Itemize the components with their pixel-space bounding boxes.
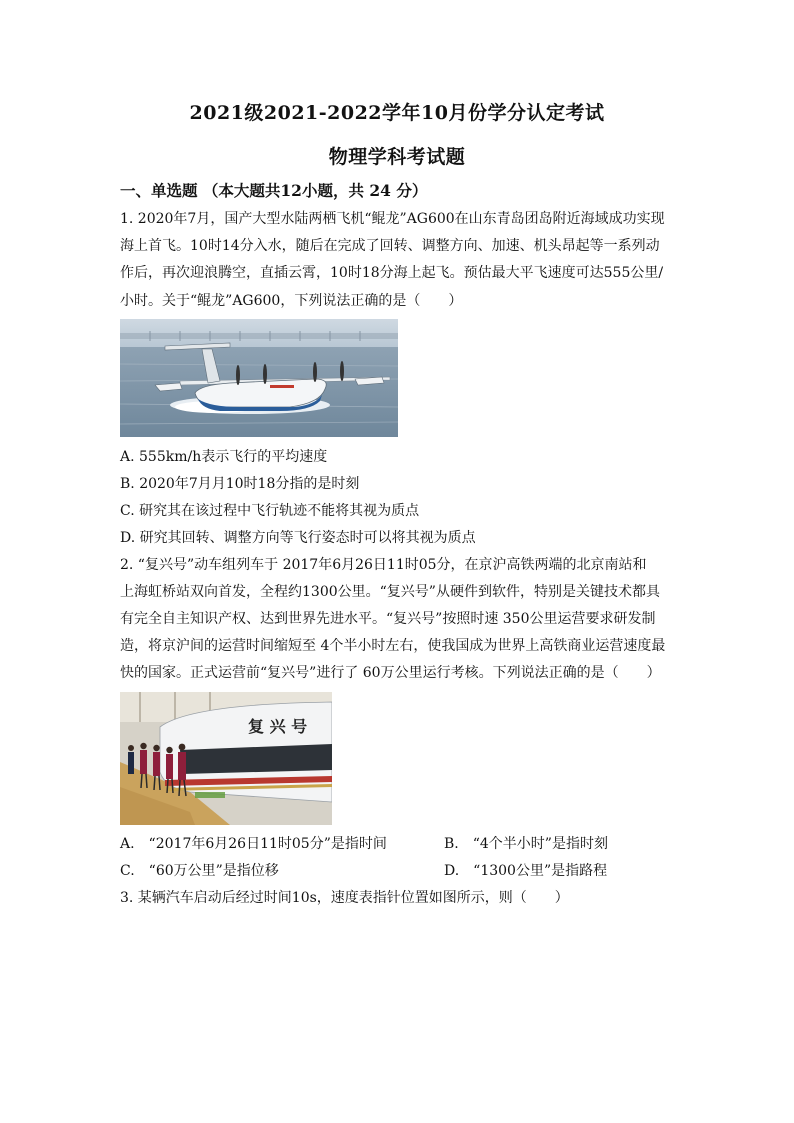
question-2-line-3: 有完全自主知识产权、达到世界先进水平。“复兴号”按照时速 350公里运营要求研发制	[120, 611, 656, 627]
exam-subtitle: 物理学科考试题	[328, 146, 466, 168]
seaplane-photo	[120, 319, 398, 437]
question-1-option-c: C. 研究其在该过程中飞行轨迹不能将其视为质点	[120, 503, 420, 519]
question-2-line-1: 2. “复兴号”动车组列车于 2017年6月26日11时05分，在京沪高铁两端的北京南站和	[120, 557, 647, 573]
question-2-option-b: B. “4个半小时”是指时刻	[444, 836, 608, 852]
exam-title: 2021级2021-2022学年10月份学分认定考试	[189, 102, 605, 124]
question-2-line-5: 快的国家。正式运营前“复兴号”进行了 60万公里运行考核。下列说法正确的是（ ）	[120, 665, 661, 681]
question-1-option-b: B. 2020年7月月10时18分指的是时刻	[120, 476, 360, 492]
question-1-line-2: 海上首飞。10时14分入水，随后在完成了回转、调整方向、加速、机头昂起等一系列动	[120, 238, 660, 254]
question-1-line-4: 小时。关于“鲲龙”AG600，下列说法正确的是（ ）	[120, 293, 463, 309]
question-1-option-d: D. 研究其回转、调整方向等飞行姿态时可以将其视为质点	[120, 530, 476, 546]
question-1-option-a: A. 555km/h表示飞行的平均速度	[120, 449, 328, 465]
question-2-line-4: 造，将京沪间的运营时间缩短至 4个半小时左右，使我国成为世界上高铁商业运营速度最	[120, 638, 666, 654]
train-photo	[120, 692, 332, 825]
question-1-line-3: 作后，再次迎浪腾空，直插云霄，10时18分海上起飞。预估最大平飞速度可达555公里/	[120, 265, 664, 281]
question-2-option-a: A. “2017年6月26日11时05分”是指时间	[120, 836, 387, 852]
question-1-line-1: 1. 2020年7月，国产大型水陆两栖飞机“鲲龙”AG600在山东青岛团岛附近海域成功实现	[120, 211, 665, 227]
question-2-option-d: D. “1300公里”是指路程	[444, 863, 608, 879]
question-2-line-2: 上海虹桥站双向首发，全程约1300公里。“复兴号”从硬件到软件，特别是关键技术都具	[120, 584, 660, 600]
question-2-option-c: C. “60万公里”是指位移	[120, 863, 279, 879]
section-heading: 一、单选题 （本大题共12小题，共 24 分）	[120, 181, 428, 200]
train-name-text: 复 兴 号	[248, 717, 308, 736]
question-3-line-1: 3. 某辆汽车启动后经过时间10s，速度表指针位置如图所示，则（ ）	[120, 890, 569, 906]
